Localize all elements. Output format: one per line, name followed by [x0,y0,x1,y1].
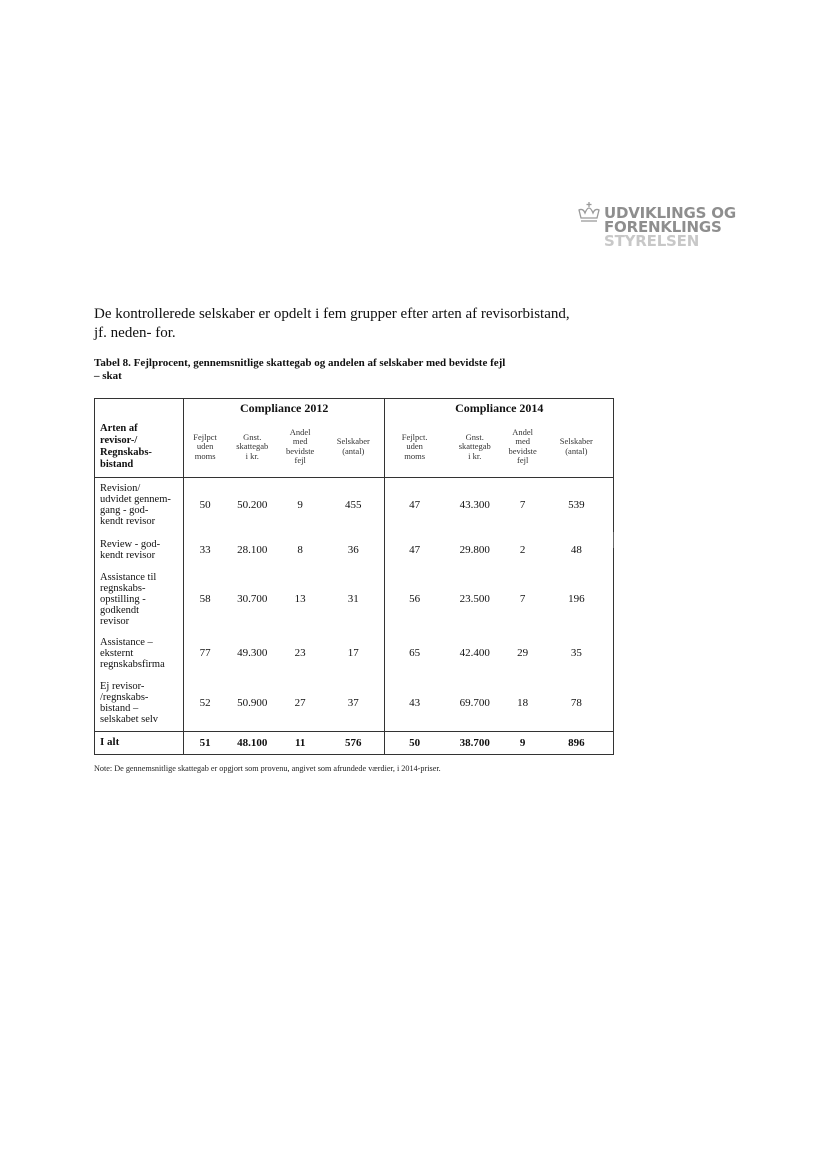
subheader-line: Fejlpct [193,431,217,442]
logo-line-2: FORENKLINGS [604,218,722,236]
subheader [385,417,444,477]
intro-line-2: jf. neden- for. [94,325,176,341]
table-cell: 42.400 [459,647,490,659]
table-cell: 196 [540,567,614,631]
table-row [95,631,614,675]
table-cell: 31 [322,567,385,631]
row-header-line: revisor-/ [100,434,138,446]
subheader-line: (antal) [342,445,365,456]
table-cell: 56 [409,593,421,605]
row-label-line: kendt revisor [100,516,156,528]
total-cell: 9 [506,731,540,754]
total-cell: 576 [322,731,385,754]
row-label-line: /regnskabs- [100,691,149,703]
table-cell: 50 [199,499,211,512]
table-cell: 35 [540,631,614,675]
subheader [226,417,278,477]
subheader-line: Andel [512,426,534,437]
subheader-line: (antal) [565,445,588,456]
caption-line-1: Tabel 8. Fejlprocent, gennemsnitlige skattegab og andelen af selskaber med bevidste fejl [94,357,506,369]
table-cell: 8 [297,544,303,556]
table-cell: 78 [540,675,614,731]
table-row [95,477,614,533]
rowhead-cell [95,399,184,418]
table-cell: 18 [517,696,529,709]
intro-paragraph [94,305,584,343]
row-label-line: regnskabs- [100,582,146,594]
table-cell: 29.800 [459,544,490,556]
subheader [183,417,226,477]
row-label-line: selskabet selv [100,713,159,725]
table-cell: 23 [294,647,306,659]
row-label [95,477,184,533]
subheader-line: i kr. [468,450,482,461]
subheader [322,417,385,477]
table-cell: 539 [540,477,614,533]
total-cell: 48.100 [226,731,278,754]
table-cell: 23.500 [459,593,490,605]
table-cell: 455 [322,477,385,533]
caption-line-2: – skat [94,370,122,382]
subheader [278,417,322,477]
row-header-line: Regnskabs- [100,446,152,458]
row-label-line: godkendt [100,604,140,616]
row-label-line: Ej revisor- [100,680,145,692]
edge-mark [613,532,614,548]
table-cell: 9 [297,499,303,512]
table-cell: 7 [519,499,526,512]
table-cell: 52 [199,696,211,709]
agency-logo [577,200,757,252]
subheader-line: Gnst. [243,431,262,442]
table-cell: 43.300 [459,499,490,512]
subheader-line: moms [194,450,216,461]
table-row [95,533,614,567]
subheader-line: fejl [294,455,306,466]
table-cell: 43 [409,696,421,709]
row-label-line: revisor [100,615,130,627]
intro-line-1: De kontrollerede selskaber er opdelt i fem grupper efter arten af revisorbistand, [94,306,570,322]
table-cell: 50.200 [237,499,268,512]
subheader-line: Selskaber [336,436,370,447]
row-header-line: bistand [100,458,134,470]
row-label-line: opstilling - [100,593,146,605]
compliance-table [94,398,614,755]
row-label [95,533,184,567]
subheader-line: fejl [516,455,529,466]
row-label-line: Revision/ [100,483,141,495]
table-cell: 47 [409,544,421,556]
table-row [95,675,614,731]
table-cell: 36 [322,533,385,567]
subheader-line: med [515,436,530,447]
table-cell: 2 [519,544,526,556]
table-cell: 33 [199,544,211,556]
table-cell: 29 [517,647,529,659]
table-cell: 30.700 [237,593,268,605]
row-label-line: eksternt [100,647,134,659]
table-cell: 7 [519,593,526,605]
total-cell: 50 [385,731,444,754]
subheader-line: moms [404,450,426,461]
subheader-line: Selskaber [559,436,593,447]
table-note: Note: De gennemsnitlige skattegab er opgjort som provenu, angivet som afrundede værdier, i 2014-priser. [94,764,441,773]
row-label-line: Assistance til [100,571,157,583]
row-label-line: Review - god- [100,539,161,550]
table-cell: 28.100 [237,544,268,556]
table-caption [94,357,574,383]
row-label [95,631,184,675]
table-cell: 58 [199,593,211,605]
row-header-line: Arten af [100,422,138,434]
row-label-line: gang - god- [100,505,149,517]
table-cell: 17 [322,631,385,675]
table-cell: 37 [322,675,385,731]
subheader-line: uden [406,441,423,451]
subheader-line: med [292,436,308,447]
row-label [95,567,184,631]
total-cell: 11 [278,731,322,754]
subheader-line: uden [196,441,214,451]
subheader-line: i kr. [245,450,259,461]
subheader-line: Gnst. [465,431,484,442]
subheader [506,417,540,477]
row-label-line: udvidet gennem- [100,494,171,506]
logo-line-1: UDVIKLINGS OG [604,204,736,222]
row-label-line: regnskabsfirma [100,658,165,670]
table-cell: 13 [294,593,306,605]
table-cell: 77 [199,647,211,659]
total-cell: 896 [540,731,614,754]
total-label: I alt [95,731,184,754]
group-header-2012: Compliance 2012 [183,399,385,418]
table-cell: 27 [294,696,306,709]
table-cell: 49.300 [237,647,268,659]
table-cell: 69.700 [459,696,490,709]
crown-icon [577,202,601,224]
table-cell: 50.900 [237,696,268,709]
total-cell: 38.700 [444,731,506,754]
table-cell: 65 [409,647,421,659]
row-header [95,417,184,477]
subheader-line: bevidste [508,445,537,456]
logo-line-3: STYRELSEN [604,232,700,250]
group-header-2014: Compliance 2014 [385,399,614,418]
row-label-line: kendt revisor [100,550,156,561]
row-label-line: Assistance – [100,636,153,648]
total-cell: 51 [183,731,226,754]
table-cell: 47 [409,499,421,512]
row-label-line: bistand – [100,702,139,714]
table-cell: 48 [540,533,614,567]
subheader-line: Fejlpct. [401,431,428,442]
row-label [95,675,184,731]
subheader-line: Andel [289,426,311,437]
subheader-line: bevidste [286,445,315,456]
subheader-line: skattegab [458,441,491,451]
table-row [95,567,614,631]
subheader-line: skattegab [236,441,269,451]
subheader [444,417,506,477]
subheader [540,417,614,477]
